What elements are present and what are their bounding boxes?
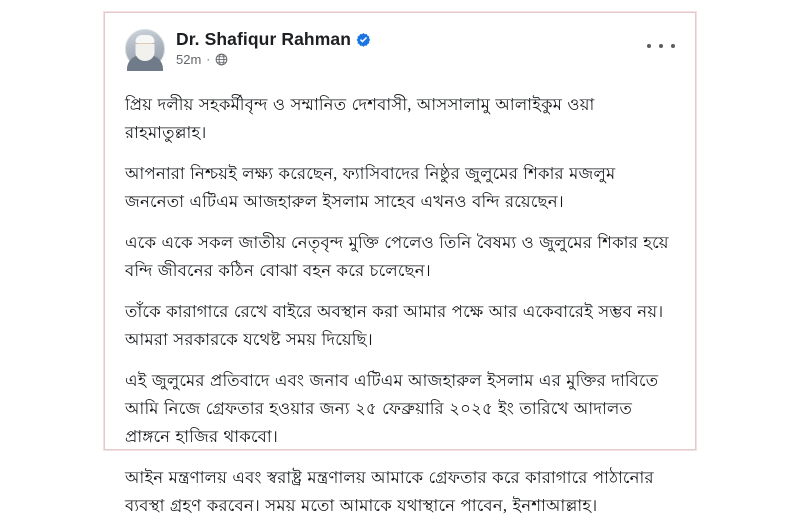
author-row [176, 29, 371, 49]
meta-separator: · [206, 52, 211, 66]
avatar-beard [136, 44, 155, 61]
dot-1 [647, 44, 651, 48]
avatar[interactable] [125, 29, 165, 69]
post-paragraph: আপনারা নিশ্চয়ই লক্ষ্য করেছেন, ফ্যাসিবাদের নিষ্ঠুর জুলুমের শিকার মজলুম জননেতা এটিএম আজহারুল ইসলাম সাহেব এখনও বন্দি রয়েছেন। [125, 164, 616, 211]
post-timestamp[interactable]: 52m [176, 52, 202, 67]
post-header [125, 27, 675, 81]
post-inner [105, 13, 695, 520]
post-body [125, 91, 675, 520]
avatar-cap [136, 35, 155, 43]
post-paragraph: এই জুলুমের প্রতিবাদে এবং জনাব এটিএম আজহারুল ইসলাম এর মুক্তির দাবিতে আমি নিজে গ্রেফতার হওয়ার জন্য ২৫ ফেব্রুয়ারি ২০২৫ ইং তারিখে আদালত প্রাঙ্গনে হাজির থাকবো। [125, 371, 659, 446]
post-meta-row [176, 52, 371, 67]
author-name[interactable]: Dr. Shafiqur Rahman [176, 29, 351, 49]
post-paragraph: তাঁকে কারাগারে রেখে বাইরে অবস্থান করা আমার পক্ষে আর একেবারেই সম্ভব নয়। আমরা সরকারকে যথেষ্ট সময় দিয়েছি। [125, 302, 664, 349]
post-paragraph: আইন মন্ত্রণালয় এবং স্বরাষ্ট্র মন্ত্রণালয় আমাকে গ্রেফতার করে কারাগারে পাঠানোর ব্যবস্থা গ্রহণ করবেন। সময় মতো আমাকে যথাস্থানে পাবেন, ইনশাআল্লাহ। [125, 468, 654, 515]
three-dots-icon[interactable] [647, 35, 675, 57]
post-paragraph: একে একে সকল জাতীয় নেতৃবৃন্দ মুক্তি পেলেও তিনি বৈষম্য ও জুলুমের শিকার হয়ে বন্দি জীবনের কঠিন বোঝা বহন করে চলেছেন। [125, 233, 669, 280]
dot-2 [659, 44, 663, 48]
dot-3 [671, 44, 675, 48]
post-header-text [176, 27, 371, 67]
post-paragraph: প্রিয় দলীয় সহকর্মীবৃন্দ ও সম্মানিত দেশবাসী, আসসালামু আলাইকুম ওয়া রাহমাতুল্লাহ। [125, 95, 595, 142]
facebook-post-card [104, 12, 696, 515]
globe-icon[interactable] [215, 53, 228, 66]
verified-badge-icon [356, 32, 371, 47]
